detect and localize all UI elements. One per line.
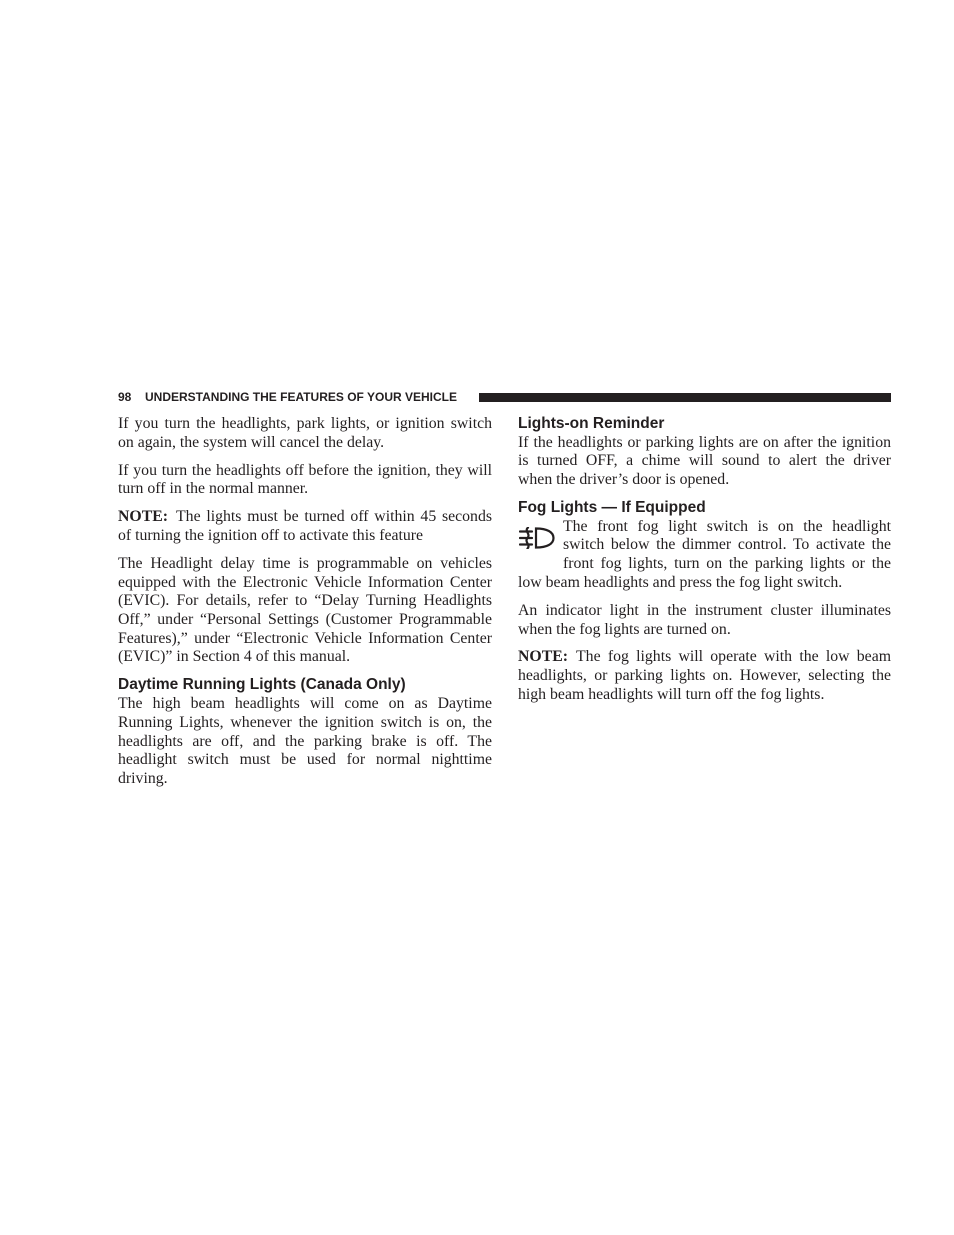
body-paragraph	[518, 602, 891, 639]
text-line: turn off in the normal manner.	[118, 480, 309, 498]
text-line: headlights, or parking lights on. However, selecting the	[518, 667, 891, 685]
note-label: NOTE:	[518, 648, 569, 666]
body-paragraph	[518, 434, 891, 490]
text-line: (EVIC). For details, refer to “Delay Turning Headlights	[118, 592, 492, 610]
section-heading: Daytime Running Lights (Canada Only)	[118, 676, 406, 694]
left-column	[118, 415, 492, 798]
text-line	[518, 648, 891, 667]
text-line: Running Lights, whenever the ignition switch is on, the	[118, 713, 492, 731]
text-line: equipped with the Electronic Vehicle Information Center	[118, 573, 492, 591]
text-line: Off,” under “Personal Settings (Customer Programmable	[118, 611, 492, 629]
text-line: Features),” under “Electronic Vehicle Information Center	[118, 629, 492, 647]
note-paragraph	[118, 508, 492, 545]
section-heading: Lights-on Reminder	[518, 415, 665, 432]
note-text: The fog lights will operate with the low beam	[576, 648, 891, 666]
text-line: The Headlight delay time is programmable on vehicles	[118, 555, 492, 573]
body-paragraph	[118, 462, 492, 499]
page-number: 98	[118, 390, 132, 404]
text-line: front fog lights, turn on the parking lights or the	[563, 555, 891, 573]
text-line: when the fog lights are turned on.	[518, 620, 731, 638]
text-line: when the driver’s door is opened.	[518, 471, 730, 489]
text-line: If you turn the headlights, park lights, or ignition switch	[118, 415, 492, 432]
note-label: NOTE:	[118, 508, 169, 526]
text-line: An indicator light in the instrument cluster illuminates	[518, 601, 891, 619]
body-paragraph	[118, 695, 492, 788]
text-line: of turning the ignition off to activate this feature	[118, 527, 424, 545]
text-line: The front fog light switch is on the headlight	[563, 517, 891, 535]
text-line: headlight switch must be used for normal nighttime	[118, 751, 492, 769]
header-rule	[479, 393, 891, 402]
section-heading: Fog Lights — If Equipped	[518, 499, 706, 517]
text-line: If the headlights or parking lights are on after the ignition	[518, 433, 891, 451]
text-line: headlights are off, and the parking brake is off. The	[118, 732, 492, 750]
text-line: high beam headlights will turn off the fog lights.	[518, 685, 825, 703]
fog-light-icon	[519, 527, 555, 549]
body-paragraph	[118, 415, 492, 452]
text-line: (EVIC)” in Section 4 of this manual.	[118, 648, 351, 666]
note-paragraph	[518, 648, 891, 704]
text-line: low beam headlights and press the fog light switch.	[518, 573, 843, 591]
text-line: driving.	[118, 769, 168, 787]
text-line: switch below the dimmer control. To activate the	[563, 536, 891, 554]
text-line: is turned OFF, a chime will sound to alert the driver	[518, 452, 891, 470]
icon-paragraph	[518, 518, 891, 593]
section-title: UNDERSTANDING THE FEATURES OF YOUR VEHICLE	[145, 390, 458, 404]
note-text: The lights must be turned off within 45 seconds	[176, 508, 492, 526]
text-line: on again, the system will cancel the delay.	[118, 433, 385, 451]
text-line: If you turn the headlights off before the ignition, they will	[118, 461, 492, 479]
right-column	[518, 415, 891, 714]
text-line: The high beam headlights will come on as Daytime	[118, 695, 492, 713]
text-line	[118, 508, 492, 527]
body-paragraph	[118, 555, 492, 667]
